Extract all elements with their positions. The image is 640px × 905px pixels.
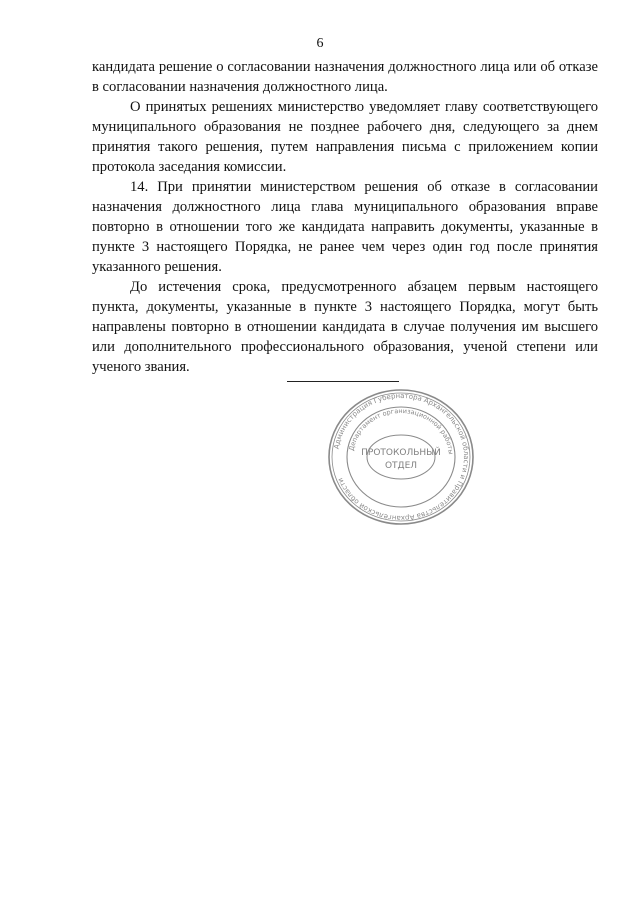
document-body [92, 57, 598, 377]
paragraph-1: кандидата решение о согласовании назначения должностного лица или об отказе в согласовании назначения должностного лица. [92, 59, 598, 95]
paragraph-4: До истечения срока, предусмотренного абзацем первым настоящего пункта, документы, указанные в пункте 3 настоящего Порядка, могут быть направлены повторно в отношении кандидата в случае получения им высшего или дополнительного профессионального образования, ученой степени или ученого звания. [92, 279, 598, 375]
official-stamp [326, 388, 476, 526]
paragraph-2: О принятых решениях министерство уведомляет главу соответствующего муниципального образования не позднее рабочего дня, следующего за днем принятия такого решения, путем направления письма с приложением копии протокола заседания комиссии. [92, 99, 598, 175]
stamp-outer-text: Администрация Губернатора Архангельской области и Правительства Архангельской области [332, 391, 471, 523]
stamp-center-line-2: ОТДЕЛ [384, 461, 418, 471]
stamp-center-line-1: ПРОТОКОЛЬНЫЙ [361, 448, 441, 458]
stamp-inner-text: Департамент организационной работы [347, 406, 455, 455]
paragraph-3: 14. При принятии министерством решения об отказе в согласовании назначения должностного лица глава муниципального образования вправе повторно в отношении того же кандидата направить документы, указанные в пункте 3 настоящего Порядка, не ранее чем через один год после принятия указанного решения. [92, 179, 598, 275]
page-number: 6 [316, 36, 324, 51]
signature-line [287, 381, 399, 382]
